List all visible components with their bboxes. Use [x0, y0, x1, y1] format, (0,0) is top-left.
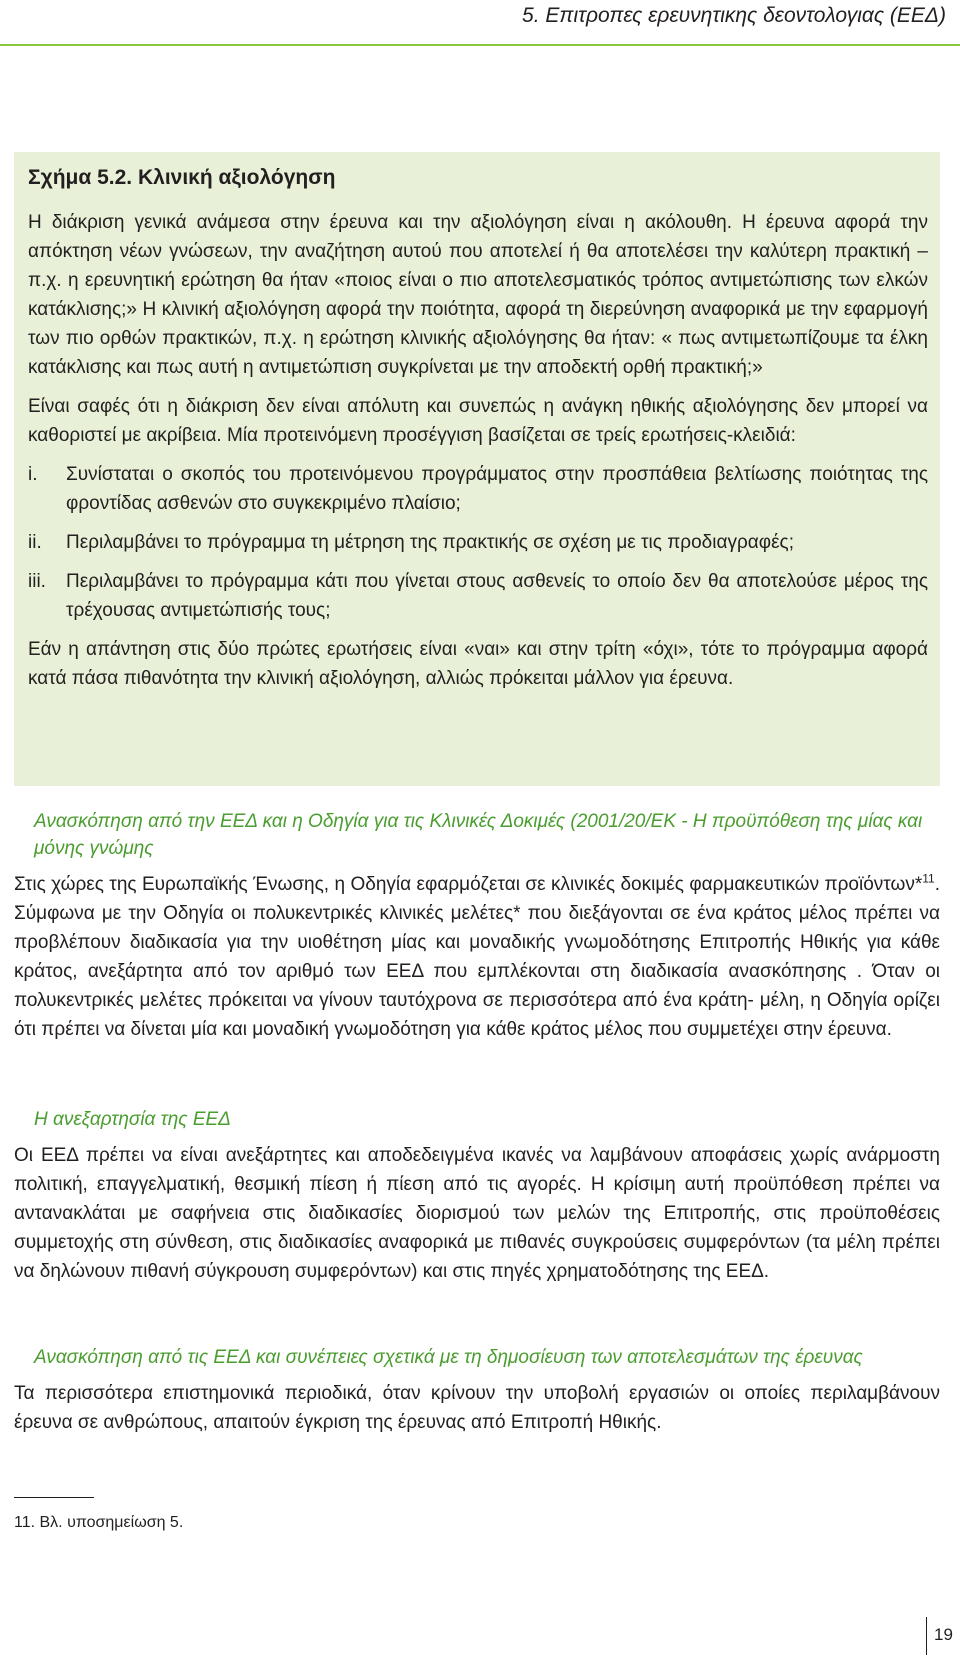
running-header: 5. Επιτροπες ερευνητικης δεοντολογιας (ΕΕΔ) — [522, 4, 946, 27]
list-item-text: Περιλαμβάνει το πρόγραμμα τη μέτρηση της πρακτικής σε σχέση με τις προδιαγραφές; — [66, 532, 794, 553]
section-independence — [14, 1106, 940, 1286]
box-body — [28, 208, 928, 703]
footnote: 11. Βλ. υποσημείωση 5. — [14, 1514, 184, 1531]
list-item — [28, 460, 928, 518]
box-paragraph: Εάν η απάντηση στις δύο πρώτες ερωτήσεις είναι «ναι» και στην τρίτη «όχι», τότε το πρόγραμμα αφορά κατά πάσα πιθανότητα την κλινική αξιολόγηση, αλλιώς πρόκειται μάλλον για έρευνα. — [28, 639, 928, 689]
section-text: . Σύμφωνα με την Οδηγία οι πολυκεντρικές κλινικές μελέτες* που διεξάγονται σε ένα κράτος μέλος πρέπει να προβλέπουν διαδικασία για την υιοθέτηση μίας και μοναδικής γνωμοδότησης Επιτροπής Ηθικής για κάθε κράτος, ανεξάρτητα από τον αριθμό των ΕΕΔ που εμπλέκονται στη διαδικασία ανασκόπησης . Όταν οι πολυκεντρικές μελέτες πρόκειται να γίνουν ταυτόχρονα σε περισσότερα από ένα κράτη- μέλη, η Οδηγία ορίζει ότι πρέπει να δίνεται μία και μοναδική γνωμοδότηση για κάθε κράτος μέλος που συμμετέχει στην έρευνα. — [14, 874, 940, 1040]
list-item — [28, 528, 928, 557]
list-item-number: iii. — [28, 571, 46, 592]
section-clinical-trials-directive — [14, 808, 940, 1044]
list-item-number: i. — [28, 464, 38, 485]
list-item-text: Συνίσταται ο σκοπός του προτεινόμενου προγράμματος στην προσπάθεια βελτίωσης ποιότητας της φροντίδας ασθενών στο συγκεκριμένο πλαίσιο; — [66, 464, 928, 514]
section-paragraph — [14, 870, 940, 1044]
section-heading: Η ανεξαρτησία της ΕΕΔ — [34, 1109, 231, 1130]
section-paragraph: Οι ΕΕΔ πρέπει να είναι ανεξάρτητες και αποδεδειγμένα ικανές να λαμβάνουν αποφάσεις χωρίς ανάρμοστη πολιτική, επαγγελματική, θεσμική πίεση ή πίεση από τις αγορές. Η κρίσιμη αυτή προϋπόθεση πρέπει να αντανακλάται με σαφήνεια στις διαδικασίες διορισμού των μελών της Επιτροπής, στις προϋποθέσεις συμμετοχής στη σύνθεση, στις διαδικασίες αναφορικά με πιθανές συγκρούσεις συμφερόντων (τα μέλη πρέπει να δηλώνουν πιθανή σύγκρουση συμφερόντων) και στις πηγές χρηματοδότησης της ΕΕΔ. — [14, 1145, 940, 1282]
key-questions-list — [28, 460, 928, 625]
footnote-reference[interactable]: 11 — [922, 871, 935, 886]
list-item — [28, 567, 928, 625]
list-item-text: Περιλαμβάνει το πρόγραμμα κάτι που γίνεται στους ασθενείς το οποίο δεν θα αποτελούσε μέρος της τρέχουσας αντιμετώπισής τους; — [66, 571, 928, 621]
section-heading: Ανασκόπηση από την ΕΕΔ και η Οδηγία για τις Κλινικές Δοκιμές (2001/20/ΕΚ - Η προϋπόθεση της μίας και μόνης γνώμης — [34, 811, 923, 859]
header-divider — [0, 44, 960, 46]
page-number: 19 — [934, 1625, 953, 1644]
footnote-divider — [14, 1497, 94, 1498]
box-paragraph: Είναι σαφές ότι η διάκριση δεν είναι απόλυτη και συνεπώς η ανάγκη ηθικής αξιολόγησης δεν μπορεί να καθοριστεί με ακρίβεια. Μία προτεινόμενη προσέγγιση βασίζεται σε τρείς ερωτήσεις-κλειδιά: — [28, 396, 928, 446]
list-item-number: ii. — [28, 532, 42, 553]
box-paragraph: Η διάκριση γενικά ανάμεσα στην έρευνα και την αξιολόγηση είναι η ακόλουθη. Η έρευνα αφορά την απόκτηση νέων γνώσεων, την αναζήτηση αυτού που αποτελεί ή θα αποτελέσει την καλύτερη πρακτική – π.χ. η ερευνητική ερώτηση θα ήταν «ποιος είναι ο πιο αποτελεσματικός τρόπος αντιμετώπισης των ελκών κατάκλισης;» Η κλινική αξιολόγηση αφορά την ποιότητα, αφορά τη διερεύνηση αναφορικά με την εφαρμογή των πιο ορθών πρακτικών, π.χ. η ερώτηση κλινικής αξιολόγησης θα ήταν: « πως αντιμετωπίζουμε τα έλκη κατάκλισης και πως αυτή η αντιμετώπιση συγκρίνεται με την αποδεκτή ορθή πρακτική;» — [28, 212, 928, 378]
section-heading: Ανασκόπηση από τις ΕΕΔ και συνέπειες σχετικά με τη δημοσίευση των αποτελεσμάτων της έρευνας — [34, 1347, 863, 1368]
section-text: Στις χώρες της Ευρωπαϊκής Ένωσης, η Οδηγία εφαρμόζεται σε κλινικές δοκιμές φαρμακευτικών προϊόντων* — [14, 874, 923, 895]
box-title: Σχήμα 5.2. Κλινική αξιολόγηση — [28, 166, 336, 189]
page-number-divider — [926, 1617, 927, 1655]
section-publication — [14, 1344, 940, 1437]
section-paragraph: Τα περισσότερα επιστημονικά περιοδικά, όταν κρίνουν την υποβολή εργασιών οι οποίες περιλαμβάνουν έρευνα σε ανθρώπους, απαιτούν έγκριση της έρευνας από Επιτροπή Ηθικής. — [14, 1383, 940, 1433]
